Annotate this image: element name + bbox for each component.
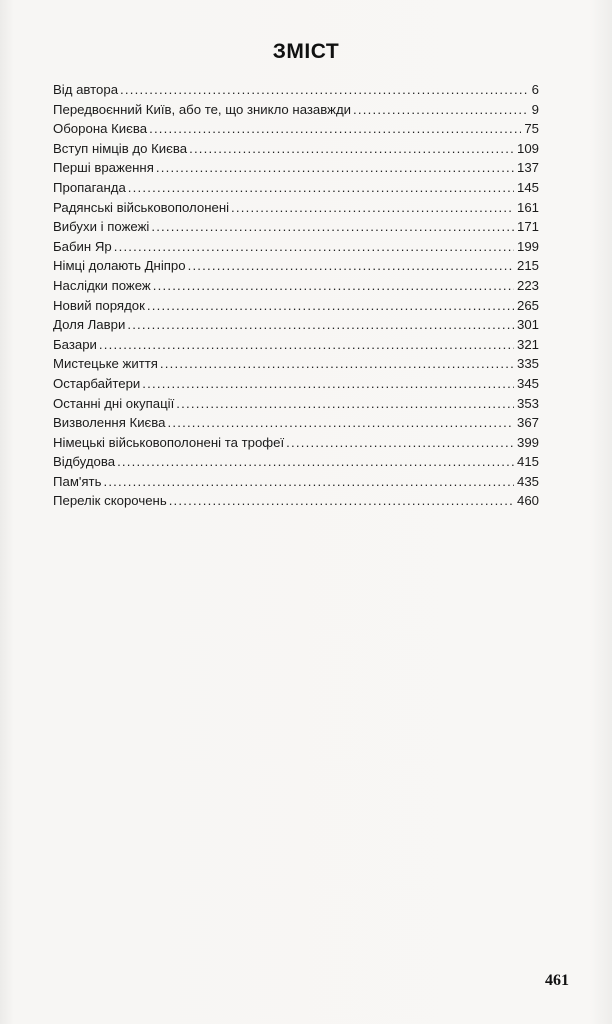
toc-entry xyxy=(53,354,539,374)
toc-entry-page: 109 xyxy=(516,140,539,156)
toc-entry xyxy=(53,198,539,218)
toc-entry-page: 399 xyxy=(516,434,539,450)
toc-entry-title: Від автора xyxy=(53,82,119,97)
toc-entry xyxy=(53,178,539,198)
toc-entry-title: Радянські військовополонені xyxy=(53,199,230,215)
toc-entry-title: Мистецьке життя xyxy=(53,356,158,372)
toc-leader-dots xyxy=(160,354,514,374)
toc-entry xyxy=(53,394,539,414)
toc-entry-page: 345 xyxy=(516,375,539,391)
toc-entry-title: Доля Лаври xyxy=(53,317,126,333)
toc-entry xyxy=(53,413,539,433)
toc-entry xyxy=(53,433,539,453)
toc-entry-page: 335 xyxy=(516,356,539,372)
toc-entry xyxy=(53,472,539,492)
toc-leader-dots xyxy=(188,256,514,276)
page-title: ЗМІСТ xyxy=(272,40,340,63)
toc-entry-page: 75 xyxy=(524,121,539,137)
toc-entry-title: Вступ німців до Києва xyxy=(53,140,188,156)
toc-leader-dots xyxy=(189,139,514,159)
toc-entry xyxy=(53,452,539,472)
toc-leader-dots xyxy=(142,374,514,394)
toc-leader-dots xyxy=(231,198,514,218)
toc-entry xyxy=(53,256,539,276)
toc-entry-title: Передвоєнний Київ, або те, що зникло назавжди xyxy=(53,101,351,117)
toc-entry xyxy=(53,100,539,120)
toc-leader-dots xyxy=(149,119,521,139)
toc-entry-title: Перші враження xyxy=(53,160,154,176)
toc-entry xyxy=(53,335,539,355)
toc-entry-title: Пам'ять xyxy=(53,473,102,489)
toc-entry-page: 460 xyxy=(516,493,539,509)
toc-entry-page: 199 xyxy=(516,238,539,254)
toc-entry xyxy=(53,374,539,394)
toc-entry-title: Німці долають Дніпро xyxy=(53,258,186,274)
toc-entry xyxy=(53,217,539,237)
table-of-contents xyxy=(53,80,539,511)
toc-entry-page: 6 xyxy=(531,82,539,97)
toc-entry-title: Вибухи і пожежі xyxy=(53,219,150,235)
toc-leader-dots xyxy=(353,100,529,120)
toc-leader-dots xyxy=(153,276,514,296)
toc-entry-page: 301 xyxy=(516,317,539,333)
toc-entry-title: Базари xyxy=(53,336,97,352)
toc-leader-dots xyxy=(169,491,514,511)
toc-entry xyxy=(53,296,539,316)
toc-entry-title: Бабин Яр xyxy=(53,238,112,254)
toc-entry xyxy=(53,237,539,257)
toc-entry-page: 161 xyxy=(516,199,539,215)
toc-entry-title: Оборона Києва xyxy=(53,121,148,137)
page-number: 461 xyxy=(545,972,569,989)
toc-entry-page: 435 xyxy=(516,473,539,489)
toc-entry-title: Пропаганда xyxy=(53,179,126,195)
toc-entry-title: Перелік скорочень xyxy=(53,493,167,509)
toc-entry-page: 367 xyxy=(516,415,539,431)
toc-leader-dots xyxy=(156,158,514,178)
toc-leader-dots xyxy=(286,433,514,453)
toc-leader-dots xyxy=(99,335,514,355)
toc-entry xyxy=(53,119,539,139)
toc-leader-dots xyxy=(120,80,529,100)
toc-entry-page: 137 xyxy=(516,160,539,176)
toc-entry-page: 145 xyxy=(516,179,539,195)
toc-entry-page: 215 xyxy=(516,258,539,274)
toc-entry-page: 353 xyxy=(516,395,539,411)
toc-leader-dots xyxy=(167,413,514,433)
toc-entry xyxy=(53,158,539,178)
toc-entry-title: Визволення Києва xyxy=(53,415,166,431)
toc-entry-title: Наслідки пожеж xyxy=(53,277,151,293)
toc-entry-title: Німецькі військовополонені та трофеї xyxy=(53,434,285,450)
toc-leader-dots xyxy=(176,394,514,414)
toc-leader-dots xyxy=(127,315,514,335)
toc-leader-dots xyxy=(103,472,514,492)
toc-entry-page: 171 xyxy=(516,219,539,235)
toc-leader-dots xyxy=(128,178,514,198)
toc-entry xyxy=(53,139,539,159)
toc-entry xyxy=(53,491,539,511)
toc-entry-title: Останні дні окупації xyxy=(53,395,175,411)
toc-entry-page: 223 xyxy=(516,277,539,293)
toc-entry-page: 265 xyxy=(516,297,539,313)
toc-entry-title: Новий порядок xyxy=(53,297,145,313)
toc-entry-title: Відбудова xyxy=(53,454,116,470)
toc-entry xyxy=(53,276,539,296)
toc-entry xyxy=(53,315,539,335)
toc-leader-dots xyxy=(117,452,514,472)
toc-leader-dots xyxy=(114,237,514,257)
toc-entry-page: 321 xyxy=(516,336,539,352)
toc-entry xyxy=(53,80,539,100)
toc-leader-dots xyxy=(151,217,514,237)
toc-leader-dots xyxy=(147,296,514,316)
toc-entry-title: Остарбайтери xyxy=(53,375,141,391)
toc-entry-page: 415 xyxy=(516,454,539,470)
toc-entry-page: 9 xyxy=(531,101,539,117)
